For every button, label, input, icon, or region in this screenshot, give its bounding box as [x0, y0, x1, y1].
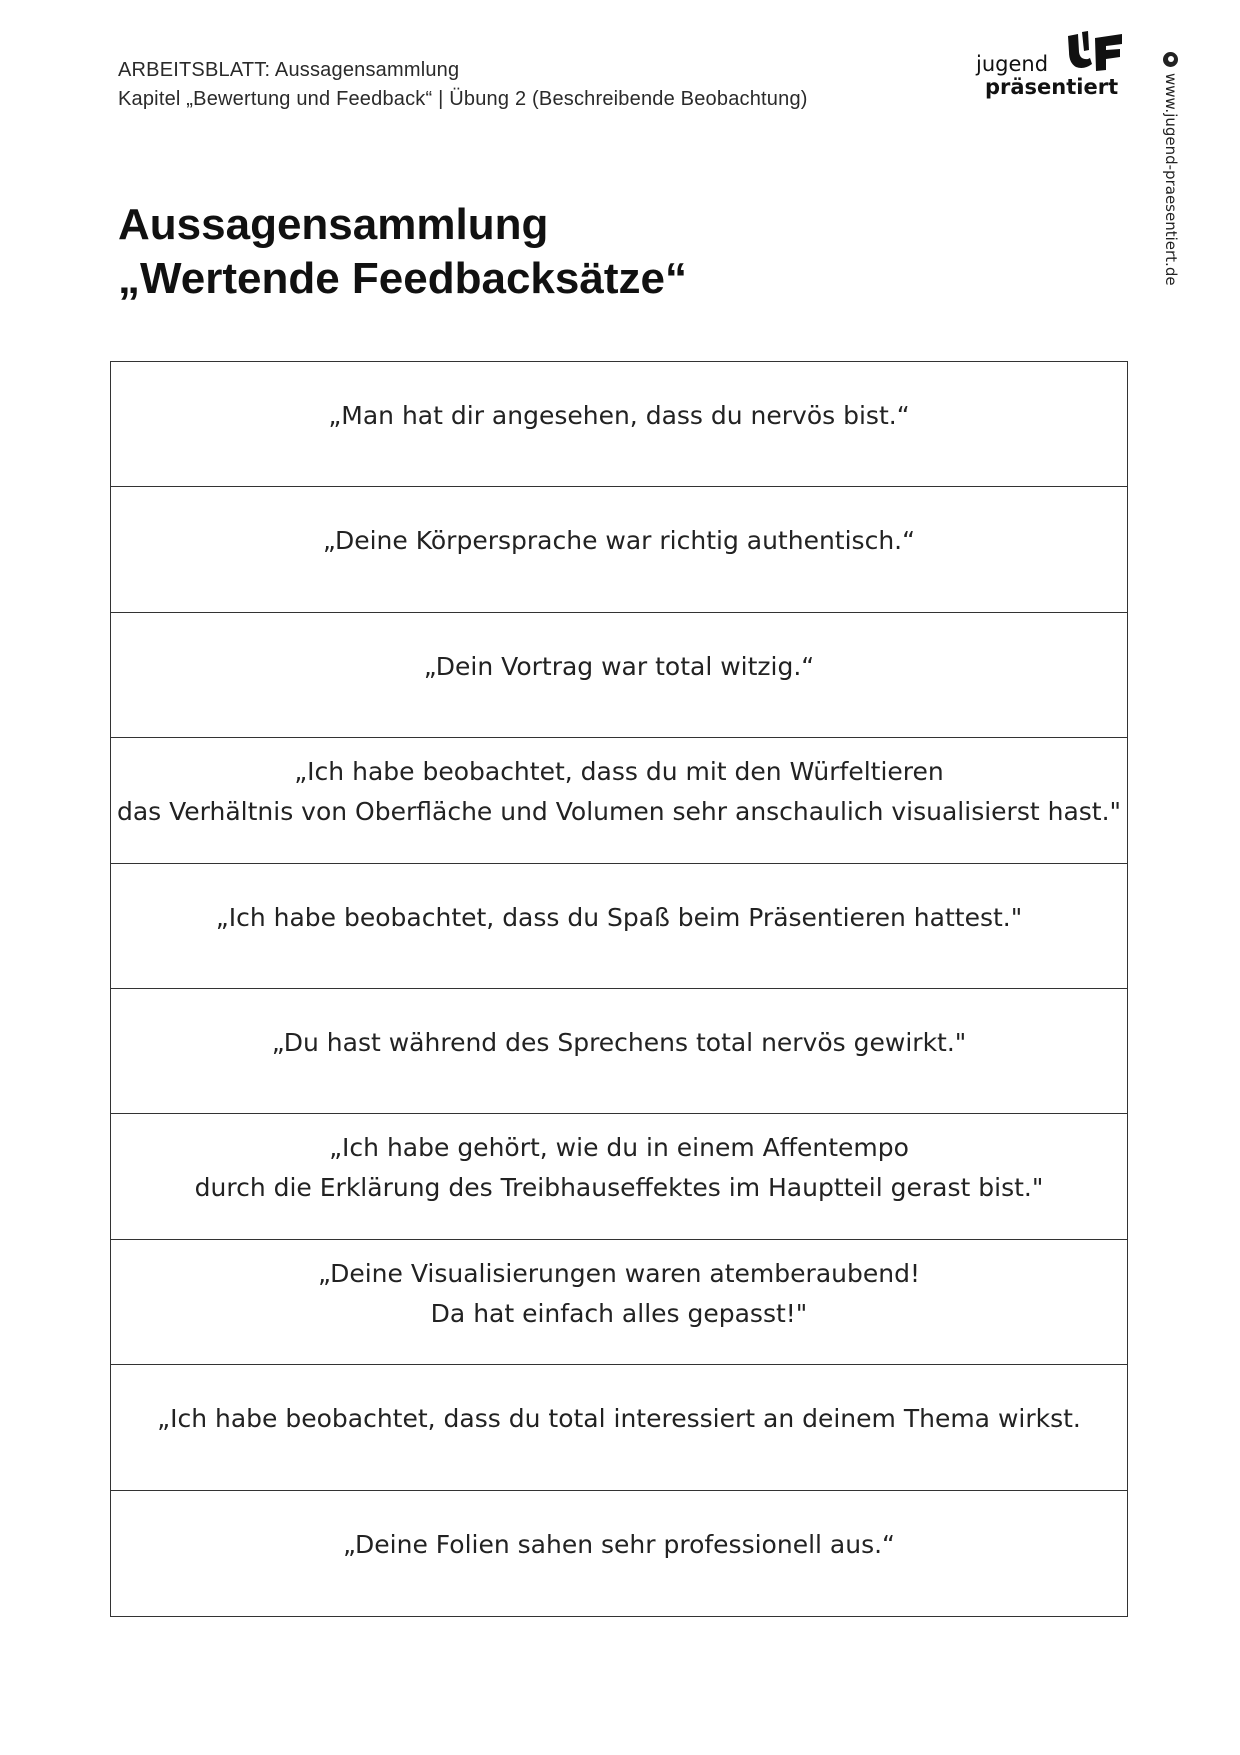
- logo-word-praesentiert: präsentiert: [985, 75, 1119, 99]
- statement-text: Da hat einfach alles gepasst!": [430, 1298, 808, 1328]
- statement-row: [111, 1240, 1127, 1365]
- statement-row: [111, 613, 1127, 738]
- statement-text: „Du hast während des Sprechens total nervös gewirkt.": [271, 1027, 967, 1057]
- page-title: [118, 198, 687, 306]
- statement-row: [111, 487, 1127, 612]
- statement-text: das Verhältnis von Oberfläche und Volumen sehr anschaulich visualisierst hast.": [116, 797, 1122, 827]
- statement-row: [111, 738, 1127, 863]
- logo-word-jugend: jugend: [976, 52, 1049, 76]
- statement-row: [111, 1491, 1127, 1616]
- statements-table: [110, 361, 1128, 1617]
- statement-text: „Dein Vortrag war total witzig.“: [423, 651, 815, 681]
- statement-row: [111, 1365, 1127, 1490]
- statement-row: [111, 864, 1127, 989]
- statement-text: durch die Erklärung des Treibhauseffektes im Hauptteil gerast bist.": [194, 1173, 1044, 1203]
- statement-text: „Ich habe gehört, wie du in einem Affentempo: [329, 1133, 909, 1163]
- statement-text: „Deine Folien sahen sehr professionell aus.“: [342, 1529, 895, 1559]
- statement-text: „Ich habe beobachtet, dass du mit den Würfeltieren: [294, 757, 944, 787]
- statement-row: [111, 1114, 1127, 1239]
- title-line-1: Aussagensammlung: [118, 200, 549, 249]
- logo-mark-icon: [1066, 30, 1124, 74]
- worksheet-header: [118, 56, 808, 114]
- globe-icon: [1164, 52, 1179, 67]
- statement-text: „Ich habe beobachtet, dass du Spaß beim Präsentieren hattest.": [215, 902, 1023, 932]
- statement-text: „Deine Körpersprache war richtig authentisch.“: [322, 526, 916, 556]
- jugend-praesentiert-logo: [976, 30, 1126, 106]
- statement-text: „Deine Visualisierungen waren atemberaubend!: [318, 1258, 920, 1288]
- title-line-2: „Wertende Feedbacksätze“: [118, 254, 687, 303]
- statement-row: [111, 989, 1127, 1114]
- statement-row: [111, 362, 1127, 487]
- chapter-label: Kapitel „Bewertung und Feedback“ | Übung 2 (Beschreibende Beobachtung): [118, 88, 808, 110]
- website-url: www.jugend-praesentiert.de: [1162, 73, 1180, 286]
- statement-text: „Man hat dir angesehen, dass du nervös bist.“: [328, 401, 910, 430]
- statement-text: „Ich habe beobachtet, dass du total interessiert an deinem Thema wirkst.: [157, 1404, 1081, 1434]
- website-vertical-label: [1162, 52, 1195, 286]
- worksheet-label: ARBEITSBLATT: Aussagensammlung: [118, 59, 460, 81]
